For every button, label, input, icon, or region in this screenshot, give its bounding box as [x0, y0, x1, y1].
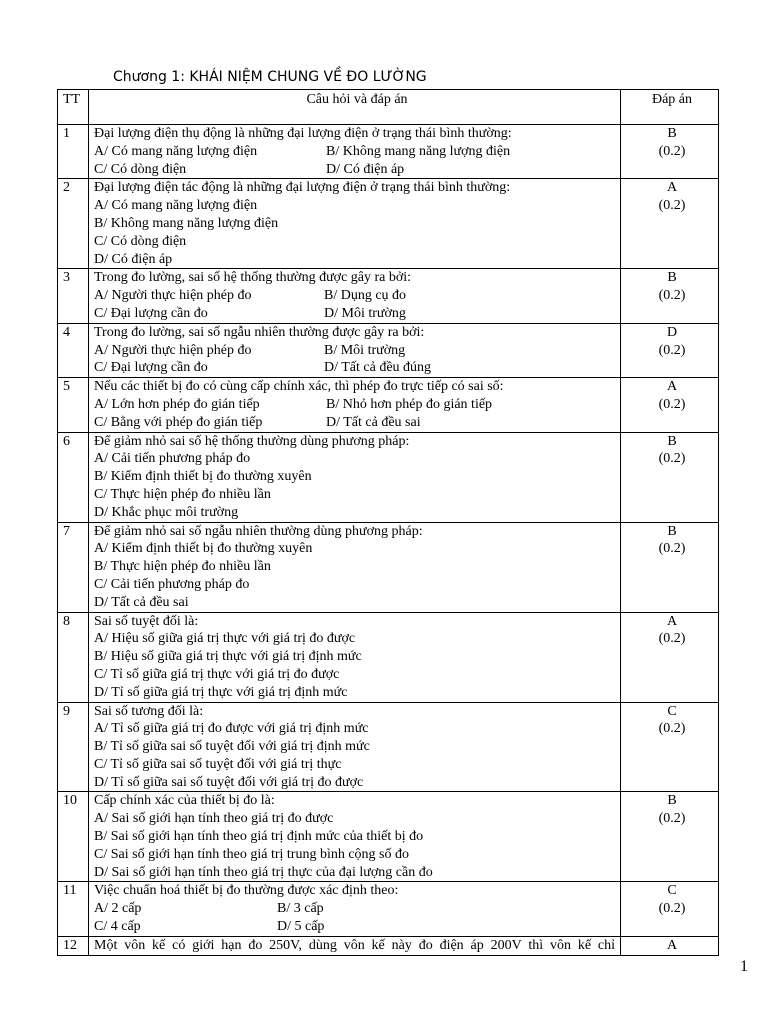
question-number: 6 — [58, 432, 89, 522]
answer-option: D/ Môi trường — [324, 305, 406, 321]
question-number: 11 — [58, 882, 89, 936]
answer-option: C/ Có dòng điện — [94, 233, 187, 249]
question-row — [58, 522, 719, 612]
question-number: 7 — [58, 522, 89, 612]
answer-cell — [621, 432, 719, 522]
question-cell — [89, 125, 621, 179]
answer-option: B/ Không mang năng lượng điện — [94, 215, 279, 231]
question-text: Việc chuẩn hoá thiết bị đo thường được xác định theo: — [94, 883, 399, 899]
answer-option: B/ Hiệu số giữa giá trị thực với giá trị định mức — [94, 649, 362, 665]
answer-letter: B — [667, 433, 677, 449]
answer-option: C/ 4 cấp — [94, 919, 141, 935]
question-cell — [89, 522, 621, 612]
answer-cell — [621, 323, 719, 377]
answer-score: (0.2) — [658, 541, 686, 557]
answer-score: (0.2) — [658, 143, 686, 159]
question-text: Cấp chính xác của thiết bị đo là: — [94, 793, 275, 809]
answer-letter: B — [667, 126, 677, 141]
answer-cell — [621, 125, 719, 179]
question-text: Để giảm nhỏ sai số ngẫu nhiên thường dùng phương pháp: — [94, 523, 423, 539]
answer-option: D/ 5 cấp — [277, 919, 325, 935]
question-row — [58, 882, 719, 936]
answer-option: B/ Thực hiện phép đo nhiều lần — [94, 559, 271, 575]
answer-option: D/ Có điện áp — [94, 251, 173, 267]
question-number: 8 — [58, 612, 89, 702]
answer-letter: B — [667, 270, 677, 286]
question-text: Một vôn kế có giới hạn đo 250V, dùng vôn kế này đo điện áp 200V thì vôn kế chỉ — [94, 937, 615, 953]
answer-score: (0.2) — [658, 342, 686, 358]
answer-option: C/ Bằng với phép đo gián tiếp — [94, 414, 263, 430]
answer-option: A/ Lớn hơn phép đo gián tiếp — [94, 396, 260, 412]
question-row — [58, 323, 719, 377]
answer-option: A/ Có mang năng lượng điện — [94, 198, 258, 214]
answer-option: D/ Tỉ số giữa giá trị thực với giá trị định mức — [94, 684, 348, 700]
question-cell — [89, 612, 621, 702]
answer-option: D/ Khắc phục môi trường — [94, 504, 239, 520]
answer-score: (0.2) — [658, 451, 686, 467]
header-answer: Đáp án — [621, 90, 719, 125]
question-cell — [89, 936, 621, 955]
answer-letter: C — [667, 883, 677, 899]
answer-option: C/ Đại lượng cần đo — [94, 305, 208, 321]
answer-option: D/ Có điện áp — [326, 161, 405, 177]
question-number: 5 — [58, 378, 89, 432]
answer-option: A/ 2 cấp — [94, 901, 142, 917]
answer-score: (0.2) — [658, 288, 686, 304]
question-row — [58, 432, 719, 522]
answer-option: C/ Đại lượng cần đo — [94, 360, 208, 376]
answer-option: B/ Kiểm định thiết bị đo thường xuyên — [94, 469, 312, 485]
answer-cell — [621, 792, 719, 882]
answer-option: C/ Tỉ số giữa giá trị thực với giá trị đo được — [94, 666, 340, 682]
question-cell — [89, 269, 621, 323]
answer-letter: A — [666, 379, 678, 395]
answer-option: D/ Sai số giới hạn tính theo giá trị thực của đại lượng cần đo — [94, 864, 433, 880]
answer-option: A/ Người thực hiện phép đo — [94, 342, 252, 358]
question-row — [58, 179, 719, 269]
question-number: 1 — [58, 125, 89, 179]
question-text: Trong đo lường, sai số ngẫu nhiên thường được gây ra bởi: — [94, 324, 425, 340]
answer-cell — [621, 702, 719, 792]
answer-cell — [621, 378, 719, 432]
question-table — [57, 89, 719, 956]
question-text: Sai số tuyệt đối là: — [94, 613, 199, 629]
answer-cell — [621, 612, 719, 702]
question-cell — [89, 323, 621, 377]
header-tt: TT — [58, 90, 89, 125]
answer-option: B/ Tỉ số giữa sai số tuyệt đối với giá trị định mức — [94, 739, 370, 755]
answer-cell — [621, 522, 719, 612]
answer-option: D/ Tất cả đều sai — [94, 594, 189, 610]
answer-option: A/ Cải tiến phương pháp đo — [94, 451, 251, 467]
question-cell — [89, 378, 621, 432]
answer-option: C/ Có dòng điện — [94, 161, 187, 177]
answer-option: B/ 3 cấp — [277, 901, 324, 917]
answer-letter: B — [667, 793, 677, 809]
answer-letter: A — [666, 937, 678, 953]
answer-score: (0.2) — [658, 811, 686, 827]
question-row — [58, 125, 719, 179]
page-number: 1 — [740, 958, 748, 975]
answer-option: A/ Có mang năng lượng điện — [94, 143, 258, 159]
chapter-title: Chương 1: KHÁI NIỆM CHUNG VỀ ĐO LƯỜNG — [113, 69, 427, 85]
answer-cell — [621, 882, 719, 936]
question-text: Đại lượng điện tác động là những đại lượng điện ở trạng thái bình thường: — [94, 180, 511, 196]
question-row — [58, 378, 719, 432]
question-cell — [89, 882, 621, 936]
question-text: Nếu các thiết bị đo có cùng cấp chính xác, thì phép đo trực tiếp có sai số: — [94, 379, 504, 395]
question-cell — [89, 702, 621, 792]
answer-option: B/ Môi trường — [324, 342, 406, 358]
answer-option: B/ Dụng cụ đo — [324, 288, 407, 304]
question-row — [58, 936, 719, 955]
answer-option: A/ Người thực hiện phép đo — [94, 288, 252, 304]
answer-option: A/ Sai số giới hạn tính theo giá trị đo được — [94, 811, 334, 827]
question-text: Trong đo lường, sai số hệ thống thường được gây ra bởi: — [94, 270, 412, 286]
question-row — [58, 702, 719, 792]
question-cell — [89, 432, 621, 522]
answer-letter: B — [667, 523, 677, 539]
question-cell — [89, 179, 621, 269]
question-text: Sai số tương đối là: — [94, 703, 204, 719]
question-number: 12 — [58, 936, 89, 955]
answer-letter: C — [667, 703, 677, 719]
answer-score: (0.2) — [658, 721, 686, 737]
question-row — [58, 792, 719, 882]
answer-score: (0.2) — [658, 631, 686, 647]
answer-option: D/ Tỉ số giữa sai số tuyệt đối với giá trị đo được — [94, 774, 364, 790]
answer-option: C/ Sai số giới hạn tính theo giá trị trung bình cộng số đo — [94, 846, 409, 862]
answer-letter: A — [666, 180, 678, 196]
answer-cell — [621, 269, 719, 323]
table-header-row — [58, 90, 719, 125]
question-row — [58, 612, 719, 702]
question-number: 2 — [58, 179, 89, 269]
answer-option: C/ Thực hiện phép đo nhiều lần — [94, 486, 271, 502]
answer-option: C/ Cải tiến phương pháp đo — [94, 576, 250, 592]
answer-score: (0.2) — [658, 901, 686, 917]
answer-score: (0.2) — [658, 198, 686, 214]
answer-option: B/ Sai số giới hạn tính theo giá trị định mức của thiết bị đo — [94, 829, 424, 845]
question-number: 9 — [58, 702, 89, 792]
answer-cell — [621, 936, 719, 955]
answer-cell — [621, 179, 719, 269]
answer-option: B/ Nhỏ hơn phép đo gián tiếp — [326, 396, 493, 412]
answer-score: (0.2) — [658, 396, 686, 412]
answer-option: A/ Tỉ số giữa giá trị đo được với giá trị định mức — [94, 721, 369, 737]
question-number: 4 — [58, 323, 89, 377]
question-row — [58, 269, 719, 323]
question-text: Để giảm nhỏ sai số hệ thống thường dùng phương pháp: — [94, 433, 410, 449]
answer-letter: A — [666, 613, 678, 629]
answer-letter: D — [666, 324, 678, 340]
header-question: Câu hỏi và đáp án — [89, 90, 621, 125]
question-cell — [89, 792, 621, 882]
answer-option: A/ Hiệu số giữa giá trị thực với giá trị đo được — [94, 631, 356, 647]
question-number: 3 — [58, 269, 89, 323]
question-number: 10 — [58, 792, 89, 882]
question-text: Đại lượng điện thụ động là những đại lượng điện ở trạng thái bình thường: — [94, 126, 512, 141]
answer-option: D/ Tất cả đều đúng — [324, 360, 432, 376]
answer-option: B/ Không mang năng lượng điện — [326, 143, 511, 159]
question-table-body — [58, 125, 719, 956]
answer-option: A/ Kiểm định thiết bị đo thường xuyên — [94, 541, 313, 557]
answer-option: D/ Tất cả đều sai — [326, 414, 421, 430]
answer-option: C/ Tỉ số giữa sai số tuyệt đối với giá trị thực — [94, 756, 342, 772]
